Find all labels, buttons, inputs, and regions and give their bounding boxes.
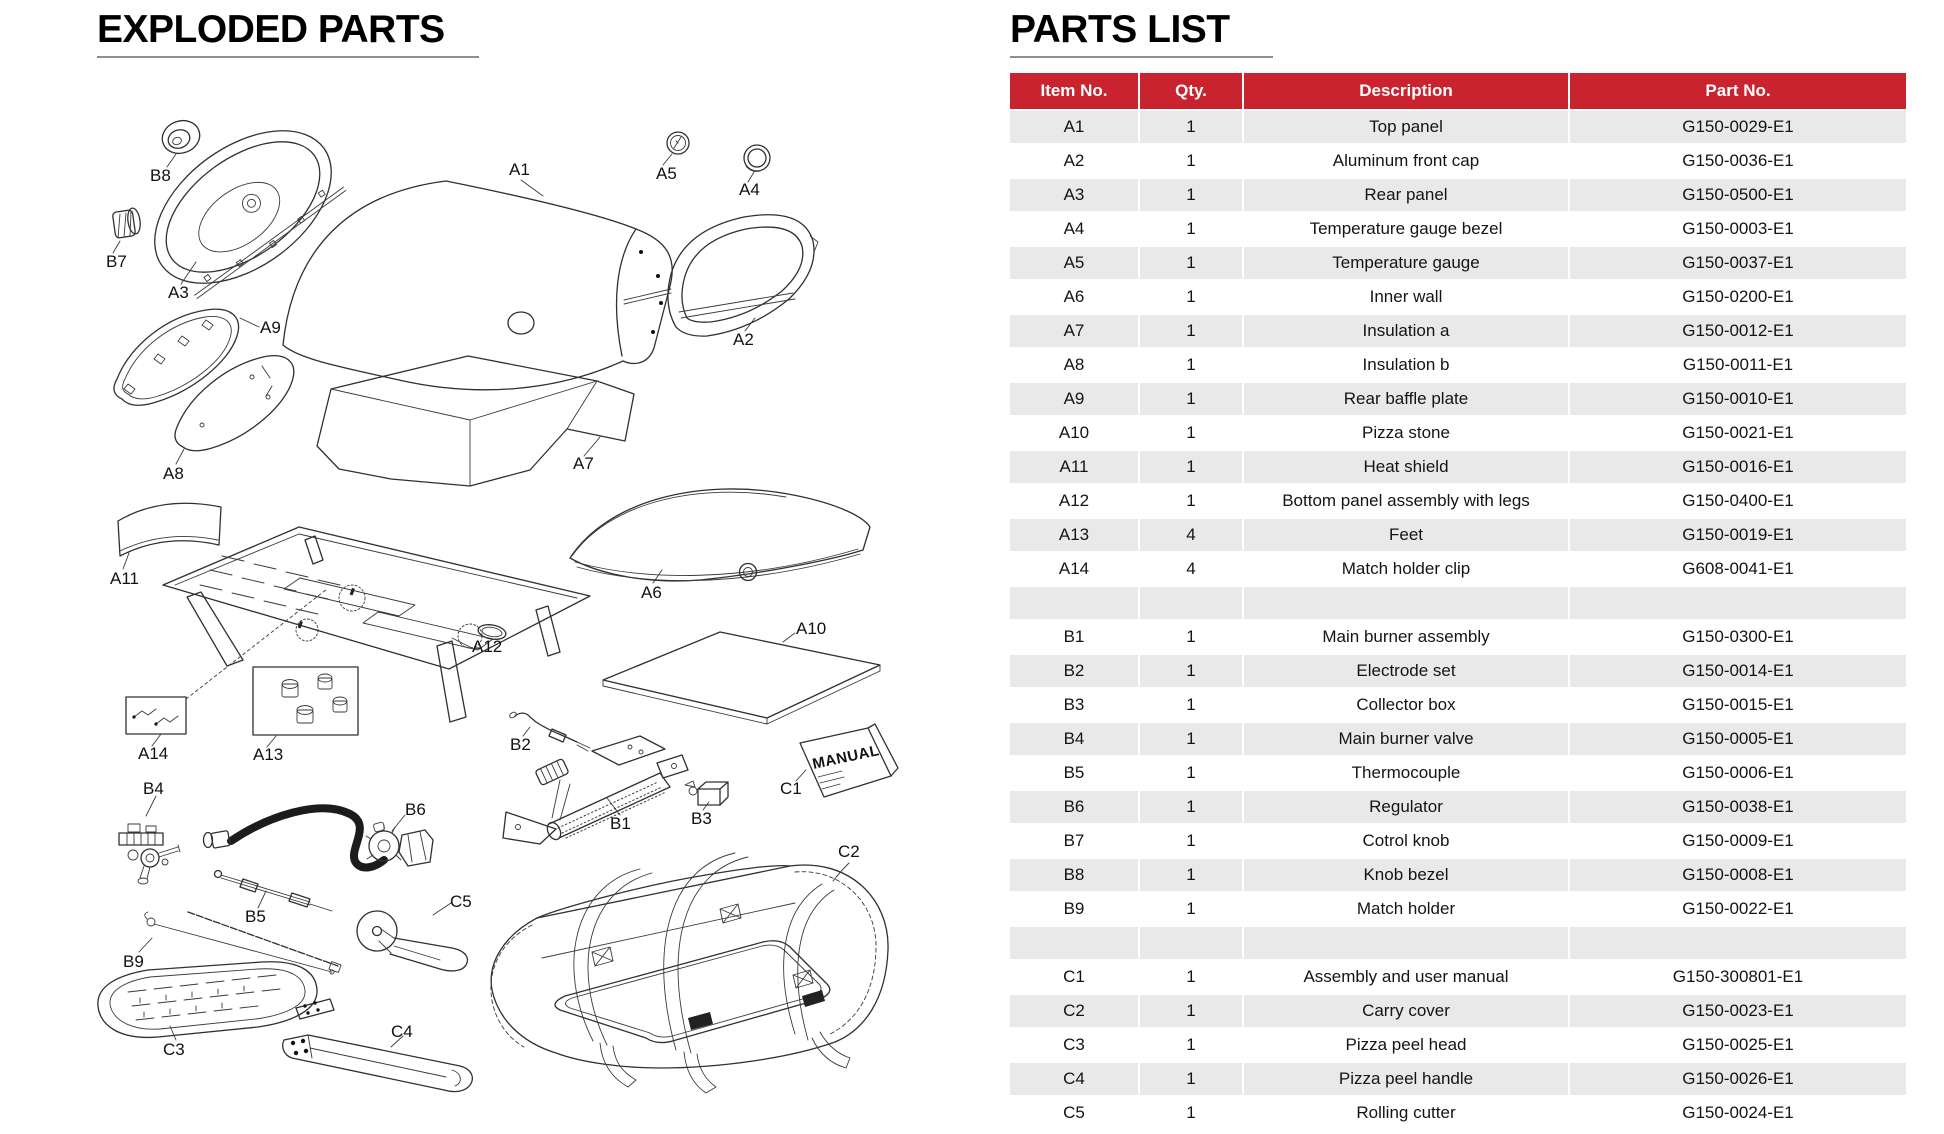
item-no-cell: C3 xyxy=(1010,1029,1138,1061)
col-header-description: Description xyxy=(1244,73,1568,109)
part-b5-thermocouple xyxy=(215,871,333,912)
qty-cell: 1 xyxy=(1140,213,1242,245)
item-no-cell: C4 xyxy=(1010,1063,1138,1095)
description-cell: Electrode set xyxy=(1244,655,1568,687)
label-b7: B7 xyxy=(106,252,127,271)
part-no-cell: G150-0008-E1 xyxy=(1570,859,1906,891)
parts-row-a5 xyxy=(1010,247,1906,279)
description-cell: Inner wall xyxy=(1244,281,1568,313)
label-b9: B9 xyxy=(123,952,144,971)
description-cell: Match holder xyxy=(1244,893,1568,925)
part-no-cell: G150-0500-E1 xyxy=(1570,179,1906,211)
parts-row-c2 xyxy=(1010,995,1906,1027)
description-cell: Carry cover xyxy=(1244,995,1568,1027)
item-no-cell xyxy=(1010,587,1138,619)
qty-cell: 1 xyxy=(1140,757,1242,789)
parts-row-a6 xyxy=(1010,281,1906,313)
qty-cell: 1 xyxy=(1140,315,1242,347)
description-cell: Pizza peel handle xyxy=(1244,1063,1568,1095)
parts-table-header-row xyxy=(1010,73,1906,109)
item-no-cell: B6 xyxy=(1010,791,1138,823)
part-a8-insulation-b xyxy=(175,356,294,464)
description-cell: Cotrol knob xyxy=(1244,825,1568,857)
description-cell: Rear panel xyxy=(1244,179,1568,211)
description-cell: Pizza stone xyxy=(1244,417,1568,449)
qty-cell: 4 xyxy=(1140,553,1242,585)
description-cell: Match holder clip xyxy=(1244,553,1568,585)
item-no-cell: B4 xyxy=(1010,723,1138,755)
label-b8: B8 xyxy=(150,166,171,185)
parts-row-b4 xyxy=(1010,723,1906,755)
parts-row-b9 xyxy=(1010,893,1906,925)
parts-row-c4 xyxy=(1010,1063,1906,1095)
item-no-cell: B9 xyxy=(1010,893,1138,925)
qty-cell: 1 xyxy=(1140,451,1242,483)
item-no-cell: A7 xyxy=(1010,315,1138,347)
parts-row-b1 xyxy=(1010,621,1906,653)
label-a13: A13 xyxy=(253,745,284,764)
item-no-cell: B5 xyxy=(1010,757,1138,789)
parts-row-c1 xyxy=(1010,961,1906,993)
label-a4: A4 xyxy=(739,180,760,199)
description-cell: Main burner assembly xyxy=(1244,621,1568,653)
section-separator-row xyxy=(1010,927,1906,959)
part-no-cell: G150-0400-E1 xyxy=(1570,485,1906,517)
qty-cell: 1 xyxy=(1140,791,1242,823)
section-separator-row xyxy=(1010,587,1906,619)
part-no-cell: G150-0006-E1 xyxy=(1570,757,1906,789)
qty-cell: 1 xyxy=(1140,485,1242,517)
description-cell: Assembly and user manual xyxy=(1244,961,1568,993)
col-header-part-no: Part No. xyxy=(1570,73,1906,109)
part-a9-rear-baffle-plate xyxy=(114,309,259,405)
parts-row-b3 xyxy=(1010,689,1906,721)
part-no-cell: G150-0019-E1 xyxy=(1570,519,1906,551)
manual-cover-text: MANUAL xyxy=(810,742,881,773)
part-no-cell xyxy=(1570,587,1906,619)
qty-cell: 1 xyxy=(1140,893,1242,925)
description-cell: Bottom panel assembly with legs xyxy=(1244,485,1568,517)
qty-cell: 1 xyxy=(1140,689,1242,721)
parts-list-title: PARTS LIST xyxy=(1010,8,1230,51)
part-no-cell: G150-0005-E1 xyxy=(1570,723,1906,755)
part-no-cell: G150-0003-E1 xyxy=(1570,213,1906,245)
label-b3: B3 xyxy=(691,809,712,828)
qty-cell: 4 xyxy=(1140,519,1242,551)
item-no-cell: A1 xyxy=(1010,111,1138,143)
item-no-cell: A3 xyxy=(1010,179,1138,211)
part-no-cell: G150-0025-E1 xyxy=(1570,1029,1906,1061)
part-no-cell: G150-0024-E1 xyxy=(1570,1097,1906,1129)
description-cell: Knob bezel xyxy=(1244,859,1568,891)
part-no-cell: G150-0014-E1 xyxy=(1570,655,1906,687)
col-header-item-no: Item No. xyxy=(1010,73,1138,109)
description-cell: Temperature gauge bezel xyxy=(1244,213,1568,245)
label-b5: B5 xyxy=(245,907,266,926)
qty-cell: 1 xyxy=(1140,281,1242,313)
parts-row-b8 xyxy=(1010,859,1906,891)
description-cell: Aluminum front cap xyxy=(1244,145,1568,177)
description-cell: Insulation b xyxy=(1244,349,1568,381)
label-a3: A3 xyxy=(168,283,189,302)
part-no-cell: G150-0022-E1 xyxy=(1570,893,1906,925)
part-b7-control-knob xyxy=(112,207,141,253)
qty-cell: 1 xyxy=(1140,247,1242,279)
label-b1: B1 xyxy=(610,814,631,833)
description-cell: Pizza peel head xyxy=(1244,1029,1568,1061)
parts-row-a14 xyxy=(1010,553,1906,585)
label-b6: B6 xyxy=(405,800,426,819)
qty-cell: 1 xyxy=(1140,111,1242,143)
parts-row-b6 xyxy=(1010,791,1906,823)
label-a9: A9 xyxy=(260,318,281,337)
parts-row-c5 xyxy=(1010,1097,1906,1129)
label-a11: A11 xyxy=(110,569,139,588)
part-b8-knob-bezel xyxy=(158,115,205,167)
item-no-cell: B1 xyxy=(1010,621,1138,653)
part-no-cell: G150-0015-E1 xyxy=(1570,689,1906,721)
qty-cell: 1 xyxy=(1140,859,1242,891)
qty-cell: 1 xyxy=(1140,621,1242,653)
part-a13-feet xyxy=(253,667,358,747)
description-cell: Rolling cutter xyxy=(1244,1097,1568,1129)
parts-row-a8 xyxy=(1010,349,1906,381)
parts-list-table xyxy=(1008,71,1908,1131)
parts-table-body xyxy=(1010,111,1906,1129)
qty-cell: 1 xyxy=(1140,723,1242,755)
label-b4: B4 xyxy=(143,779,164,798)
description-cell: Collector box xyxy=(1244,689,1568,721)
part-no-cell: G150-0016-E1 xyxy=(1570,451,1906,483)
item-no-cell: A5 xyxy=(1010,247,1138,279)
item-no-cell xyxy=(1010,927,1138,959)
part-no-cell: G150-0026-E1 xyxy=(1570,1063,1906,1095)
label-a10: A10 xyxy=(796,619,827,638)
part-a3-rear-panel xyxy=(127,100,359,315)
qty-cell: 1 xyxy=(1140,655,1242,687)
label-b2: B2 xyxy=(510,735,531,754)
parts-row-b7 xyxy=(1010,825,1906,857)
description-cell: Rear baffle plate xyxy=(1244,383,1568,415)
item-no-cell: A4 xyxy=(1010,213,1138,245)
qty-cell: 1 xyxy=(1140,145,1242,177)
qty-cell xyxy=(1140,927,1242,959)
label-a1: A1 xyxy=(509,160,530,179)
label-c2: C2 xyxy=(838,842,860,861)
qty-cell: 1 xyxy=(1140,825,1242,857)
item-no-cell: B2 xyxy=(1010,655,1138,687)
part-no-cell: G150-0036-E1 xyxy=(1570,145,1906,177)
item-no-cell: A14 xyxy=(1010,553,1138,585)
item-no-cell: A12 xyxy=(1010,485,1138,517)
part-no-cell: G608-0041-E1 xyxy=(1570,553,1906,585)
exploded-parts-title: EXPLODED PARTS xyxy=(97,8,445,51)
part-no-cell: G150-0200-E1 xyxy=(1570,281,1906,313)
description-cell xyxy=(1244,927,1568,959)
parts-row-a11 xyxy=(1010,451,1906,483)
parts-row-a13 xyxy=(1010,519,1906,551)
label-a6: A6 xyxy=(641,583,662,602)
item-no-cell: A8 xyxy=(1010,349,1138,381)
qty-cell: 1 xyxy=(1140,995,1242,1027)
part-a2-aluminum-front-cap xyxy=(668,215,818,336)
part-a6-inner-wall xyxy=(570,489,870,583)
qty-cell: 1 xyxy=(1140,1063,1242,1095)
part-no-cell: G150-0009-E1 xyxy=(1570,825,1906,857)
qty-cell xyxy=(1140,587,1242,619)
item-no-cell: B7 xyxy=(1010,825,1138,857)
item-no-cell: C2 xyxy=(1010,995,1138,1027)
parts-row-c3 xyxy=(1010,1029,1906,1061)
label-c3: C3 xyxy=(163,1040,185,1059)
item-no-cell: A6 xyxy=(1010,281,1138,313)
part-c5-rolling-cutter xyxy=(357,903,467,971)
part-no-cell: G150-0021-E1 xyxy=(1570,417,1906,449)
item-no-cell: A11 xyxy=(1010,451,1138,483)
item-no-cell: B3 xyxy=(1010,689,1138,721)
part-a4-temperature-gauge-bezel xyxy=(744,145,770,182)
item-no-cell: A10 xyxy=(1010,417,1138,449)
label-c4: C4 xyxy=(391,1022,413,1041)
item-no-cell: B8 xyxy=(1010,859,1138,891)
parts-row-a12 xyxy=(1010,485,1906,517)
part-b6-regulator xyxy=(204,808,434,867)
label-a12: A12 xyxy=(472,637,503,656)
part-no-cell: G150-0023-E1 xyxy=(1570,995,1906,1027)
part-no-cell: G150-300801-E1 xyxy=(1570,961,1906,993)
parts-row-a4 xyxy=(1010,213,1906,245)
item-no-cell: A13 xyxy=(1010,519,1138,551)
part-no-cell: G150-0010-E1 xyxy=(1570,383,1906,415)
parts-row-a10 xyxy=(1010,417,1906,449)
description-cell: Heat shield xyxy=(1244,451,1568,483)
item-no-cell: A2 xyxy=(1010,145,1138,177)
part-no-cell: G150-0300-E1 xyxy=(1570,621,1906,653)
item-no-cell: C1 xyxy=(1010,961,1138,993)
part-c1-manual xyxy=(796,724,898,797)
parts-row-b2 xyxy=(1010,655,1906,687)
description-cell xyxy=(1244,587,1568,619)
label-a2: A2 xyxy=(733,330,754,349)
label-a14: A14 xyxy=(138,744,169,763)
label-c1: C1 xyxy=(780,779,802,798)
parts-row-a3 xyxy=(1010,179,1906,211)
part-c4-pizza-peel-handle xyxy=(283,1035,473,1092)
label-a8: A8 xyxy=(163,464,184,483)
part-a12-bottom-panel-assembly xyxy=(163,527,590,722)
qty-cell: 1 xyxy=(1140,1029,1242,1061)
parts-row-b5 xyxy=(1010,757,1906,789)
parts-row-a2 xyxy=(1010,145,1906,177)
part-c2-carry-cover xyxy=(491,853,888,1093)
qty-cell: 1 xyxy=(1140,961,1242,993)
part-b3-collector-box xyxy=(685,781,728,810)
part-no-cell: G150-0012-E1 xyxy=(1570,315,1906,347)
label-a5: A5 xyxy=(656,164,677,183)
part-a10-pizza-stone xyxy=(603,632,880,724)
description-cell: Thermocouple xyxy=(1244,757,1568,789)
part-no-cell: G150-0011-E1 xyxy=(1570,349,1906,381)
qty-cell: 1 xyxy=(1140,383,1242,415)
part-a11-heat-shield xyxy=(118,503,221,569)
col-header-qty: Qty. xyxy=(1140,73,1242,109)
label-c5: C5 xyxy=(450,892,472,911)
part-no-cell: G150-0038-E1 xyxy=(1570,791,1906,823)
parts-row-a9 xyxy=(1010,383,1906,415)
part-c3-pizza-peel-head xyxy=(98,962,334,1040)
label-a7: A7 xyxy=(573,454,594,473)
qty-cell: 1 xyxy=(1140,349,1242,381)
part-no-cell: G150-0037-E1 xyxy=(1570,247,1906,279)
qty-cell: 1 xyxy=(1140,417,1242,449)
part-b4-main-burner-valve xyxy=(119,796,180,884)
parts-row-a1 xyxy=(1010,111,1906,143)
item-no-cell: C5 xyxy=(1010,1097,1138,1129)
parts-row-a7 xyxy=(1010,315,1906,347)
qty-cell: 1 xyxy=(1140,179,1242,211)
qty-cell: 1 xyxy=(1140,1097,1242,1129)
description-cell: Insulation a xyxy=(1244,315,1568,347)
description-cell: Top panel xyxy=(1244,111,1568,143)
description-cell: Main burner valve xyxy=(1244,723,1568,755)
item-no-cell: A9 xyxy=(1010,383,1138,415)
description-cell: Temperature gauge xyxy=(1244,247,1568,279)
description-cell: Feet xyxy=(1244,519,1568,551)
part-no-cell: G150-0029-E1 xyxy=(1570,111,1906,143)
part-b9-match-holder xyxy=(139,912,341,974)
part-no-cell xyxy=(1570,927,1906,959)
part-a5-temperature-gauge xyxy=(663,132,689,165)
parts-list-title-underline xyxy=(1010,56,1273,58)
description-cell: Regulator xyxy=(1244,791,1568,823)
